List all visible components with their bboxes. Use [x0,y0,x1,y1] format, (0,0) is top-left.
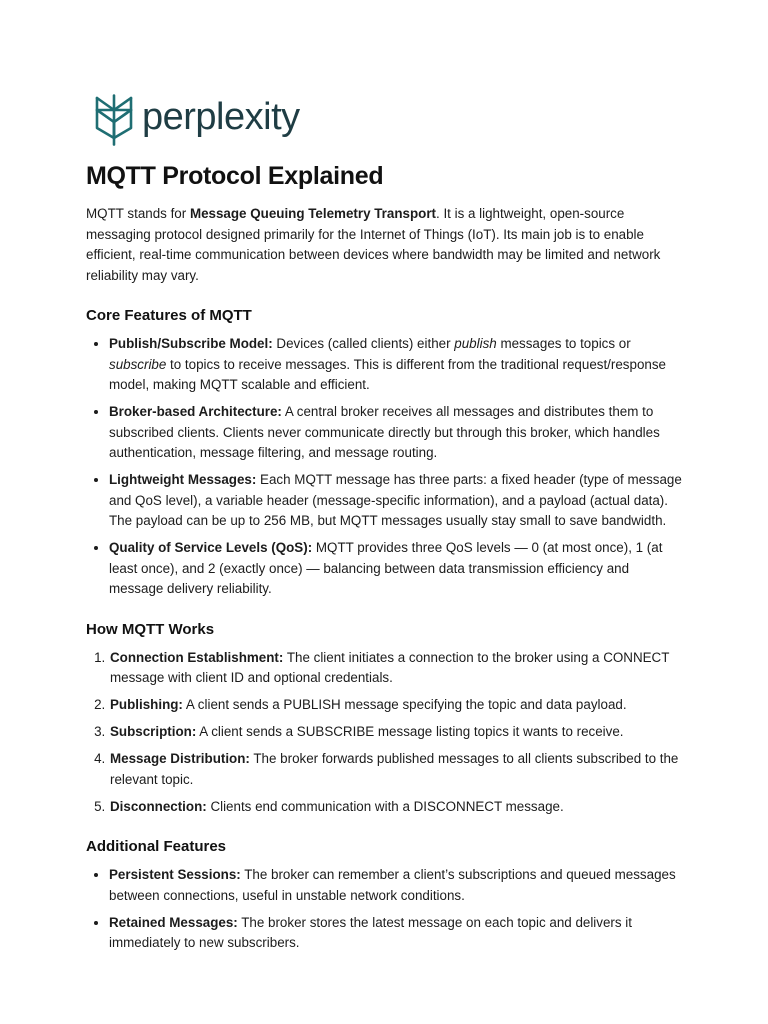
item-text: MQTT provides three QoS levels — 0 (at most once), 1 (at least once), and 2 (exactly once) — balancing between data transmission efficiency and message delivery reliability. [109,540,663,596]
item-label: Disconnection: [110,798,207,814]
brand-name: perplexity [142,96,300,138]
item-italic: publish [454,336,497,351]
list-item [109,797,686,818]
item-label: Lightweight Messages: [109,472,257,487]
item-text: Clients end communication with a DISCONNECT message. [206,798,564,814]
item-label: Publish/Subscribe Model: [109,336,273,351]
item-text: to topics to receive messages. This is different from the traditional request/response model, making MQTT scalable and efficient. [109,356,666,392]
list-item [109,749,686,790]
intro-paragraph [86,204,686,286]
item-text: A client sends a PUBLISH message specifying the topic and data payload. [182,697,627,712]
list-item [109,865,686,906]
item-label: Persistent Sessions: [109,867,241,882]
item-text: A central broker receives all messages and distributes them to subscribed clients. Clients never communicate directly but through this broker, which handles authentication, message filtering, and message routing. [109,404,660,460]
item-label: Retained Messages: [109,914,238,930]
list-item [109,402,686,464]
item-text: The client initiates a connection to the broker using a CONNECT message with client ID and optional credentials. [110,649,670,685]
intro-text: MQTT stands for [86,206,190,221]
intro-bold: Message Queuing Telemetry Transport [189,206,436,221]
item-text: A client sends a SUBSCRIBE message listing topics it wants to receive. [196,724,624,739]
page-title: MQTT Protocol Explained [86,162,384,190]
core-features-list [86,334,686,600]
item-text: messages to topics or [496,336,631,351]
item-label: Quality of Service Levels (QoS): [109,540,313,555]
list-item [109,695,686,716]
item-text: The broker forwards published messages to all clients subscribed to the relevant topic. [110,751,679,787]
list-item [109,722,686,743]
list-item [109,470,686,532]
additional-features-list [86,865,686,954]
item-label: Message Distribution: [110,751,250,766]
list-item [109,334,686,396]
item-text: Devices (called clients) either [272,336,455,351]
item-italic: subscribe [109,356,167,372]
perplexity-logo-icon [94,94,134,146]
section-heading-additional: Additional Features [86,838,227,855]
perplexity-logo [94,94,300,146]
list-item [109,913,686,954]
how-mqtt-works-list [86,648,686,818]
section-heading-core: Core Features of MQTT [86,307,252,324]
item-label: Publishing: [110,697,183,712]
list-item [109,648,686,689]
section-heading-how: How MQTT Works [86,620,215,638]
intro-text-rest: . It is a lightweight, open-source messaging protocol designed primarily for the Internet of Things (IoT). Its main job is to enable efficient, real-time communication between devices where bandwidth may be limited and network reliability may vary. [86,206,661,283]
item-label: Broker-based Architecture: [109,404,282,419]
item-text: Each MQTT message has three parts: a fixed header (type of message and QoS level), a variable header (message-specific information), and a payload (actual data). The payload can be up to 256 MB, but MQTT messages usually stay small to save bandwidth. [109,472,682,528]
item-text: The broker stores the latest message on each topic and delivers it immediately to new subscribers. [109,914,632,950]
item-label: Connection Establishment: [110,649,284,665]
document-content [86,160,686,960]
item-text: The broker can remember a client’s subscriptions and queued messages between connections, useful in unstable network conditions. [109,867,676,903]
list-item [109,538,686,600]
item-label: Subscription: [110,724,197,739]
